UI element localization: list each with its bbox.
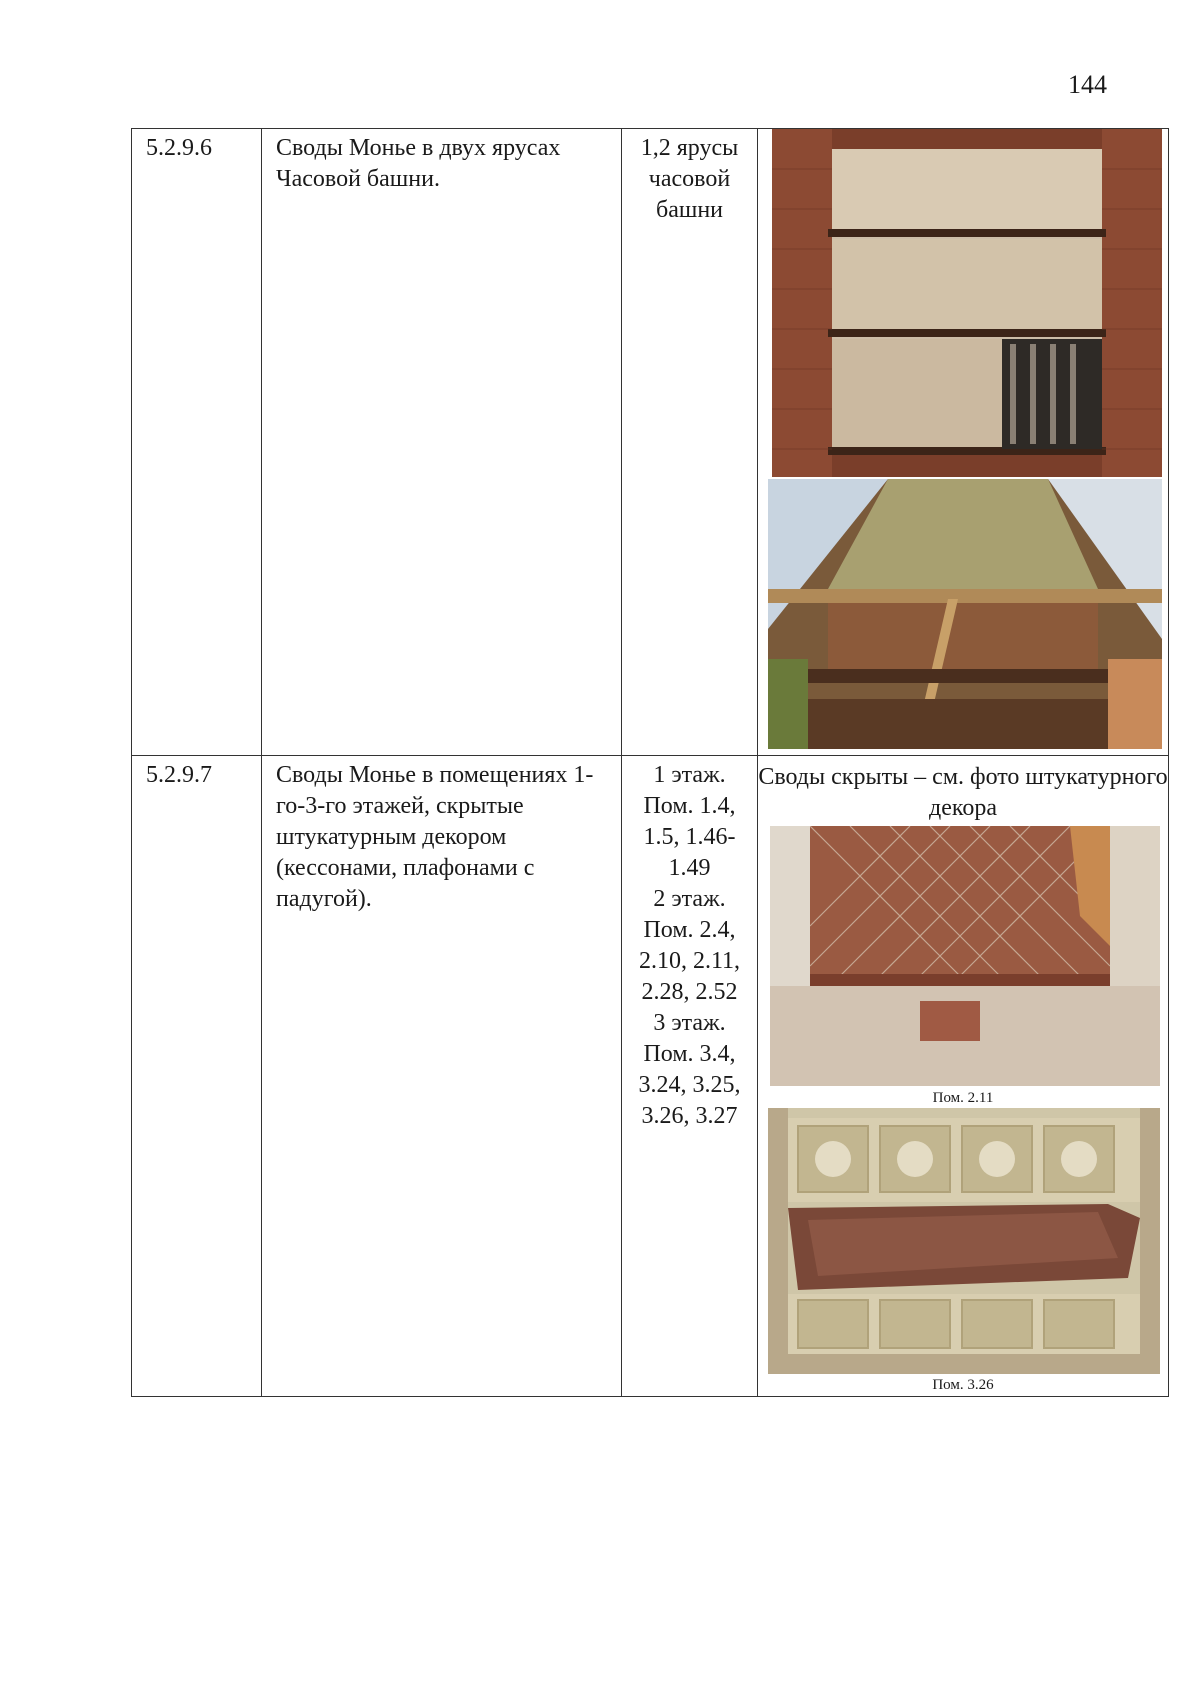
location-line: 3.26, 3.27 bbox=[641, 1103, 738, 1129]
location-line: 1 этаж. bbox=[653, 762, 726, 788]
table-row bbox=[132, 756, 1169, 1397]
location-line: 2.10, 2.11, bbox=[638, 948, 741, 974]
tower-vault-photo-2 bbox=[768, 479, 1162, 749]
item-photos bbox=[758, 756, 1169, 1397]
photo-caption: Пом. 2.11 bbox=[932, 1090, 994, 1106]
location-line: 2 этаж. bbox=[653, 886, 726, 912]
item-photos bbox=[758, 129, 1169, 756]
location-line: 1.5, 1.46- bbox=[643, 824, 736, 850]
room-vault-photo-2-11 bbox=[770, 826, 1160, 1086]
item-description: Своды Монье в помещениях 1-го-3-го этажей, скрытые штукатурным декором (кессонами, плафонами с падугой). bbox=[262, 756, 622, 1397]
location-line: 1,2 ярусы bbox=[640, 135, 739, 161]
table-row bbox=[132, 129, 1169, 756]
item-description: Своды Монье в двух ярусах Часовой башни. bbox=[262, 129, 622, 756]
location-line: 1.49 bbox=[668, 855, 711, 881]
location-line: Пом. 3.4, bbox=[643, 1041, 736, 1067]
item-location bbox=[622, 756, 758, 1397]
item-number: 5.2.9.7 bbox=[132, 756, 262, 1397]
location-line: часовой bbox=[648, 166, 731, 192]
location-line: башни bbox=[655, 197, 724, 223]
page-number: 144 bbox=[1068, 70, 1107, 99]
photo-caption: Пом. 3.26 bbox=[932, 1377, 994, 1393]
location-line: Пом. 1.4, bbox=[643, 793, 736, 819]
vaults-table bbox=[131, 128, 1169, 1397]
photo-note: Своды скрыты – см. фото штукатурного декора bbox=[758, 764, 1168, 821]
location-line: 2.28, 2.52 bbox=[641, 979, 738, 1005]
tower-vault-photo-1 bbox=[772, 129, 1162, 477]
item-number: 5.2.9.6 bbox=[132, 129, 262, 756]
location-line: 3 этаж. bbox=[653, 1010, 726, 1036]
location-line: 3.24, 3.25, bbox=[638, 1072, 741, 1098]
location-line: Пом. 2.4, bbox=[643, 917, 736, 943]
item-location bbox=[622, 129, 758, 756]
room-vault-photo-3-26 bbox=[768, 1108, 1160, 1374]
